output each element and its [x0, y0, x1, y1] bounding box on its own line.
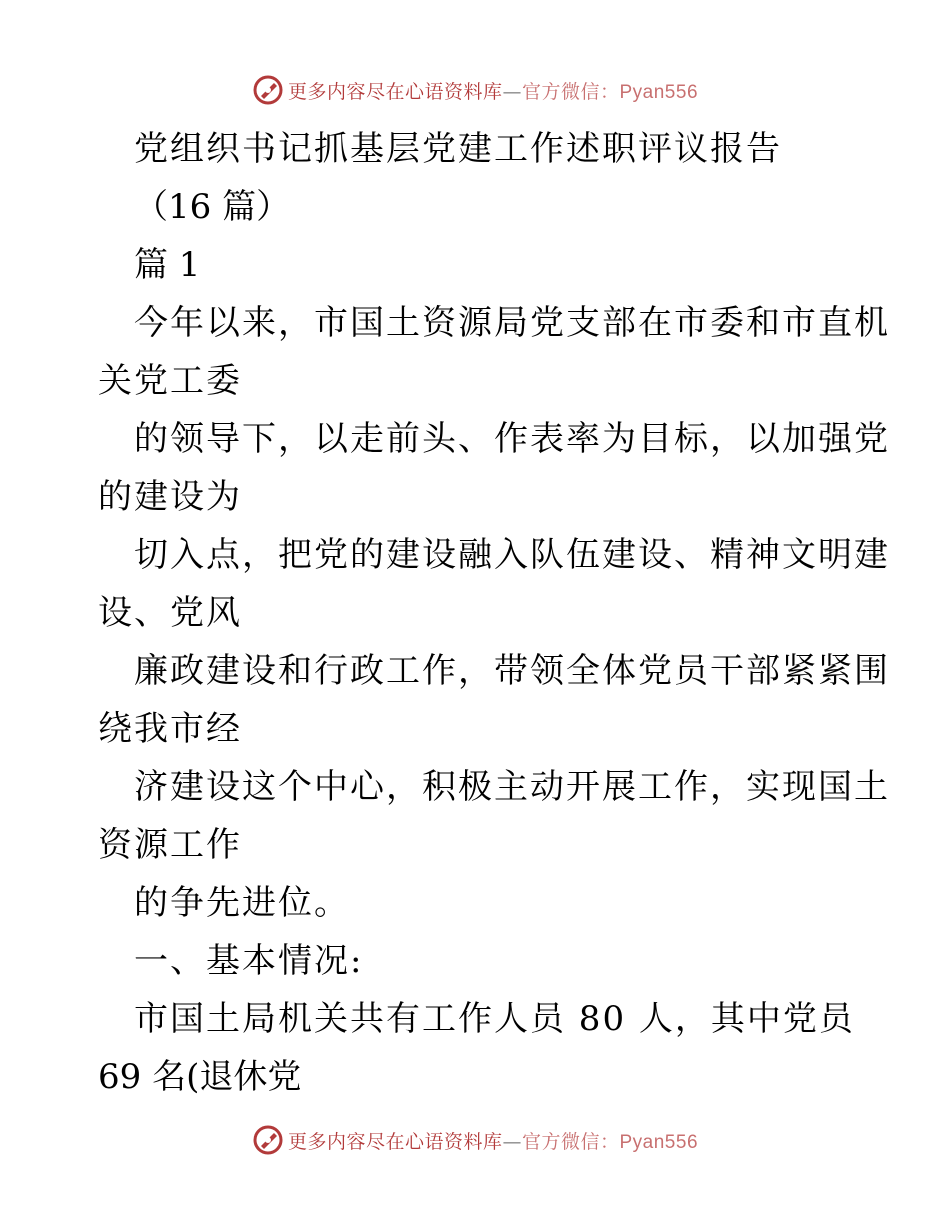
header-watermark	[0, 70, 950, 110]
watermark-contact: 官方微信：Pyan556	[522, 81, 699, 103]
watermark-text: 更多内容尽在心语资料库	[287, 1130, 503, 1153]
paragraph-line: 69 名(退休党	[98, 1057, 302, 1097]
document-title: 党组织书记抓基层党建工作述职评议报告	[134, 129, 782, 169]
paragraph-line: 济建设这个中心，积极主动开展工作，实现国土	[134, 767, 890, 807]
paragraph-line: 的争先进位。	[134, 883, 350, 923]
watermark-separator: —	[502, 1130, 522, 1153]
paragraph-line: 资源工作	[98, 825, 242, 865]
document-subtitle: （16 篇）	[134, 187, 291, 227]
document-body	[98, 120, 890, 1106]
paragraph-line: 的领导下，以走前头、作表率为目标，以加强党	[134, 419, 890, 459]
paragraph-line: 廉政建设和行政工作，带领全体党员干部紧紧围	[134, 651, 890, 691]
paragraph-line: 切入点，把党的建设融入队伍建设、精神文明建	[134, 535, 890, 575]
paragraph-line: 市国土局机关共有工作人员 80 人，其中党员	[134, 999, 855, 1039]
paragraph-line: 今年以来，市国土资源局党支部在市委和市直机	[134, 303, 890, 343]
watermark-text: 更多内容尽在心语资料库	[287, 80, 503, 103]
section-label: 篇 1	[134, 245, 201, 285]
paragraph-line: 设、党风	[98, 593, 242, 633]
section-heading: 一、基本情况:	[134, 941, 364, 981]
watermark-separator: —	[502, 80, 522, 103]
watermark-contact: 官方微信：Pyan556	[522, 1131, 699, 1153]
brand-logo-icon	[252, 74, 284, 106]
paragraph-line: 关党工委	[98, 361, 242, 401]
paragraph-line: 的建设为	[98, 477, 242, 517]
paragraph-line: 绕我市经	[98, 709, 242, 749]
brand-logo-icon	[252, 1124, 284, 1156]
footer-watermark	[0, 1120, 950, 1160]
